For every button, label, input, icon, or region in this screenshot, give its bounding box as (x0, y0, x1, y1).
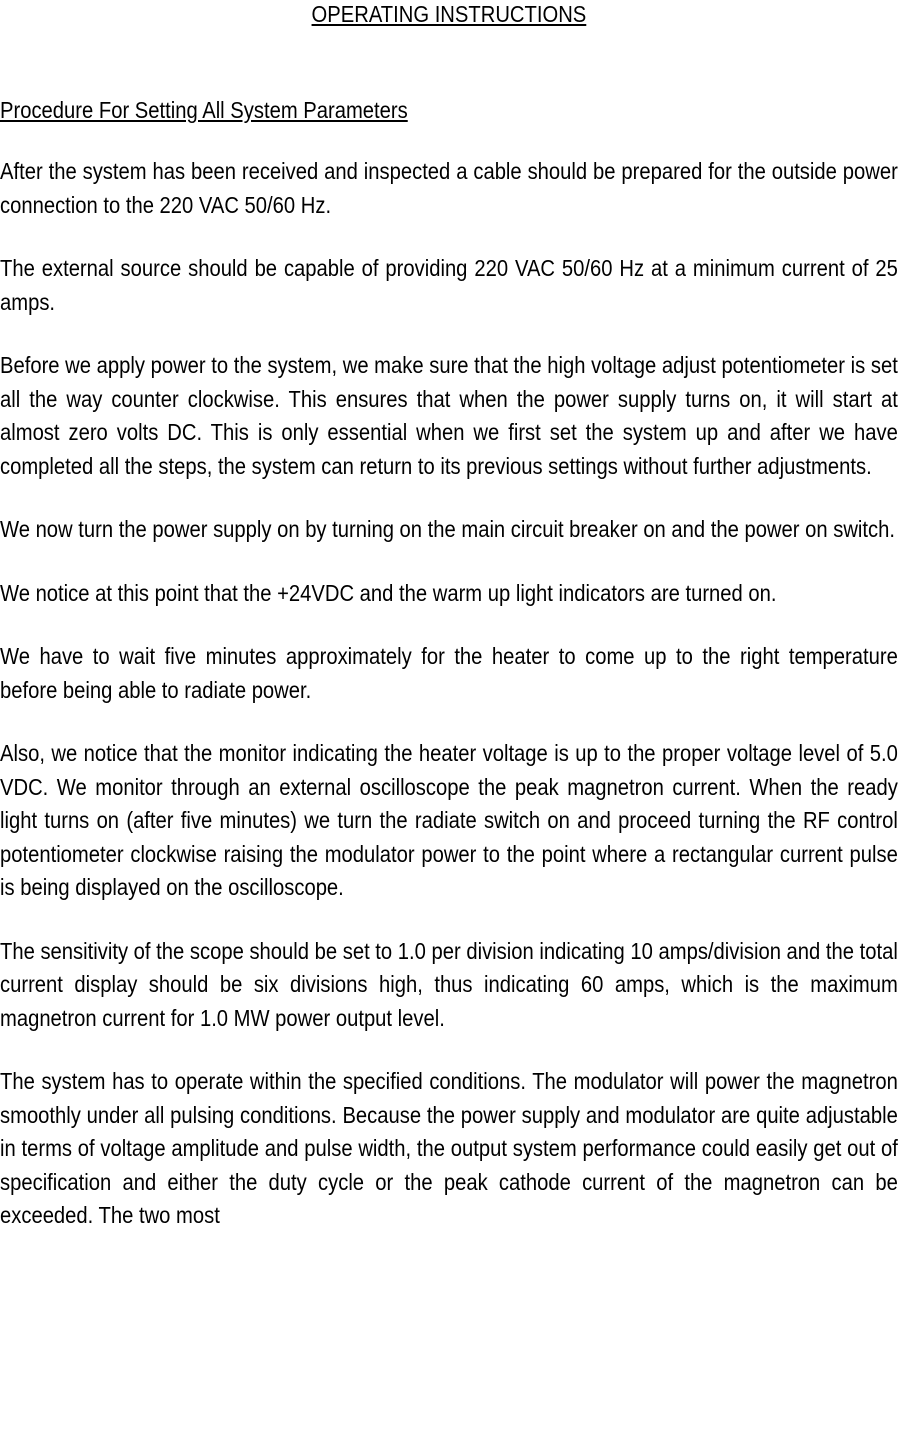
paragraph-warm-up-wait: We have to wait five minutes approximately for the heater to come up to the right temperature before being able to radiate power. (0, 643, 898, 703)
paragraph-high-voltage-adjust: Before we apply power to the system, we make sure that the high voltage adjust potentiometer is set all the way counter clockwise. This ensures that when the power supply turns on, it will start at almost zero volts DC. This is only essential when we first set the system up and after we have completed all the steps, the system can return to its previous settings without further adjustments. (0, 352, 898, 479)
paragraph-scope-sensitivity: The sensitivity of the scope should be set to 1.0 per division indicating 10 amps/division and the total current display should be six divisions high, thus indicating 60 amps, which is the maximum magnetron current for 1.0 MW power output level. (0, 937, 898, 1031)
paragraph-power-on: We now turn the power supply on by turning on the main circuit breaker on and the power on switch. (0, 516, 895, 542)
paragraph-external-source: The external source should be capable of providing 220 VAC 50/60 Hz at a minimum current of 25 amps. (0, 255, 898, 315)
paragraph-heater-voltage: Also, we notice that the monitor indicating the heater voltage is up to the proper voltage level of 5.0 VDC. We monitor through an external oscilloscope the peak magnetron current. When the ready light turns on (after five minutes) we turn the radiate switch on and proceed turning the RF control potentiometer clockwise raising the modulator power to the point where a rectangular current pulse is being displayed on the oscilloscope. (0, 740, 898, 900)
section-heading: Procedure For Setting All System Parameters (0, 97, 408, 123)
page-title: OPERATING INSTRUCTIONS (311, 1, 587, 27)
paragraph-cable-preparation: After the system has been received and inspected a cable should be prepared for the outside power connection to the 220 VAC 50/60 Hz. (0, 158, 898, 218)
paragraph-indicators: We notice at this point that the +24VDC and the warm up light indicators are turned on. (0, 579, 777, 606)
paragraph-operating-conditions: The system has to operate within the specified conditions. The modulator will power the magnetron smoothly under all pulsing conditions. Because the power supply and modulator are quite adjustable in terms of voltage amplitude and pulse width, the output system performance could easily get out of specification and either the duty cycle or the peak cathode current of the magnetron can be exceeded. The two most (0, 1068, 898, 1228)
